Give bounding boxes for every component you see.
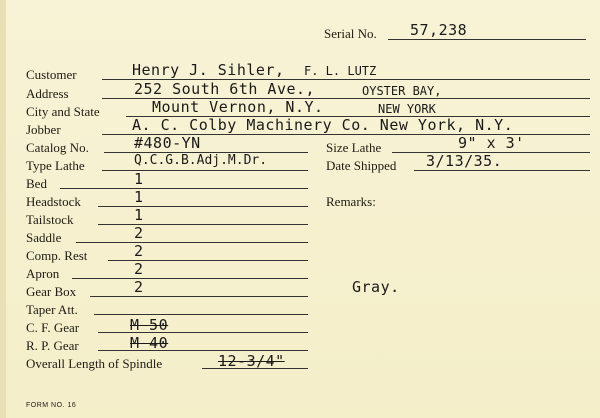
rp-gear-value: M 40 xyxy=(130,334,169,352)
serial-label: Serial No. xyxy=(324,26,377,41)
gear-box-value: 2 xyxy=(134,278,144,296)
date-shipped-value: 3/13/35. xyxy=(426,152,503,170)
saddle-value: 2 xyxy=(134,224,144,242)
bed-value: 1 xyxy=(134,170,144,188)
city-state-extra: NEW YORK xyxy=(378,102,436,116)
headstock-value: 1 xyxy=(134,188,144,206)
address-label: Address xyxy=(26,86,69,101)
tailstock-rule xyxy=(98,224,308,225)
date-shipped-label: Date Shipped xyxy=(326,158,397,173)
remarks-label: Remarks: xyxy=(326,194,376,209)
city-state-value: Mount Vernon, N.Y. xyxy=(152,98,324,116)
customer-value: Henry J. Sihler, xyxy=(132,61,285,79)
serial-value: 57,238 xyxy=(410,21,468,39)
comp-rest-value: 2 xyxy=(134,242,144,260)
taper-att-rule xyxy=(94,314,308,315)
headstock-label: Headstock xyxy=(26,194,81,209)
catalog-value: #480-YN xyxy=(134,134,201,152)
customer-label: Customer xyxy=(26,67,77,82)
gear-box-label: Gear Box xyxy=(26,284,77,299)
tailstock-value: 1 xyxy=(134,206,144,224)
apron-rule xyxy=(72,278,308,279)
saddle-rule xyxy=(76,242,308,243)
spindle-value: 12-3/4" xyxy=(218,352,285,370)
size-lathe-value: 9" x 3' xyxy=(458,134,525,152)
tailstock-label: Tailstock xyxy=(26,212,74,227)
cf-gear-value: M 50 xyxy=(130,316,169,334)
address-value: 252 South 6th Ave., xyxy=(134,80,316,98)
cf-gear-label: C. F. Gear xyxy=(26,320,80,335)
comp-rest-label: Comp. Rest xyxy=(26,248,88,263)
customer-extra: F. L. LUTZ xyxy=(304,64,377,78)
date-shipped-rule xyxy=(414,170,590,171)
city-state-label: City and State xyxy=(26,104,100,119)
jobber-value: A. C. Colby Machinery Co. New York, N.Y. xyxy=(132,116,514,134)
type-lathe-value: Q.C.G.B.Adj.M.Dr. xyxy=(134,153,268,168)
bed-label: Bed xyxy=(26,176,47,191)
saddle-label: Saddle xyxy=(26,230,62,245)
apron-value: 2 xyxy=(134,260,144,278)
remarks-value: Gray. xyxy=(352,278,400,296)
form-number: FORM NO. 16 xyxy=(26,402,77,409)
serial-rule xyxy=(388,39,586,40)
catalog-label: Catalog No. xyxy=(26,140,89,155)
size-lathe-label: Size Lathe xyxy=(326,140,382,155)
gear-box-rule xyxy=(90,296,308,297)
taper-att-label: Taper Att. xyxy=(26,302,78,317)
headstock-rule xyxy=(98,206,308,207)
bed-rule xyxy=(60,188,308,189)
address-extra: OYSTER BAY, xyxy=(362,84,442,98)
type-lathe-rule xyxy=(102,170,308,171)
apron-label: Apron xyxy=(26,266,60,281)
jobber-label: Jobber xyxy=(26,122,61,137)
type-lathe-label: Type Lathe xyxy=(26,158,85,173)
spindle-label: Overall Length of Spindle xyxy=(26,356,163,371)
rp-gear-label: R. P. Gear xyxy=(26,338,79,353)
